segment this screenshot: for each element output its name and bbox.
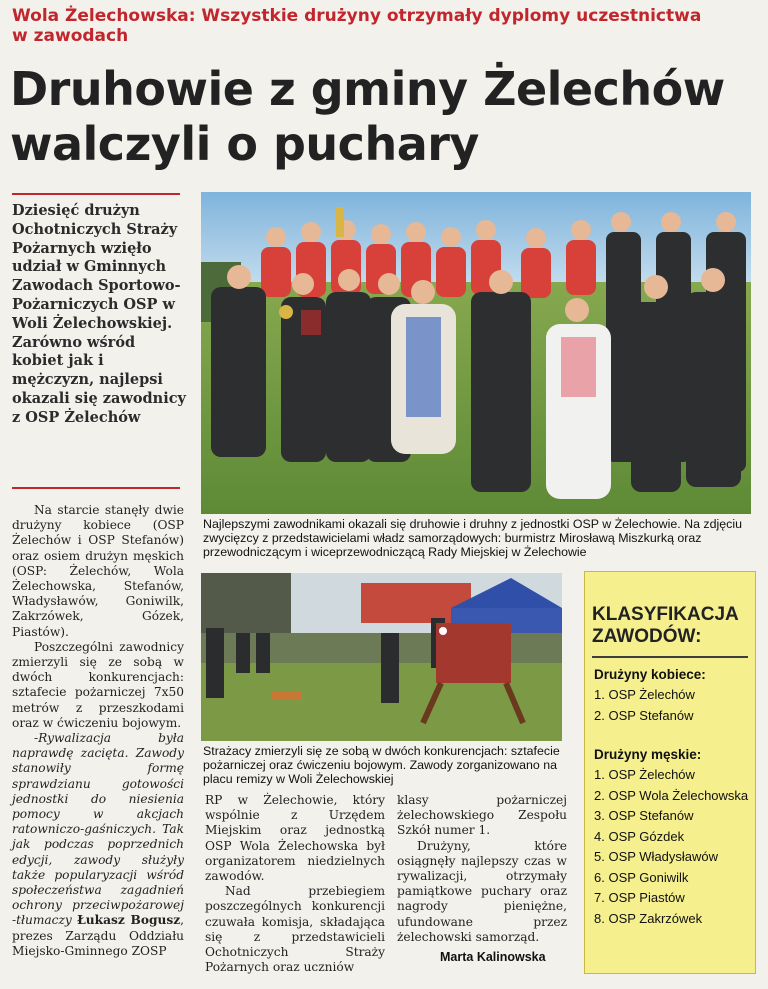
body-paragraph: klasy pożarniczej żelechowskiego Zespołu Szkół numer 1. — [397, 793, 567, 838]
list-item: 7. OSP Piastów — [594, 890, 685, 905]
list-item: 2. OSP Stefanów — [594, 707, 694, 723]
list-item: 4. OSP Gózdek — [594, 828, 685, 844]
body-paragraph: Nad przebiegiem poszczególnych konkurencji czuwała komisja, składająca się z przedstawicieli Ochotniczych Straży Pożarnych oraz uczniów — [205, 884, 385, 975]
photo-competition — [201, 573, 562, 741]
results-divider — [592, 656, 748, 658]
lead-top-rule — [12, 193, 180, 195]
list-item: 8. OSP Zakrzówek — [594, 910, 703, 926]
list-item: 6. OSP Goniwilk — [594, 869, 689, 885]
photo-caption: Strażacy zmierzyli się ze sobą w dwóch konkurencjach: sztafecie pożarniczej oraz ćwiczeniu bojowym. Zawody zorganizowano na placu remizy w Woli Żelechowskiej — [203, 744, 560, 787]
list-item: 2. OSP Wola Żelechowska — [594, 787, 749, 803]
body-column-2 — [205, 793, 385, 975]
body-paragraph: Na starcie stanęły dwie drużyny kobiece (OSP Żelechów i OSP Stefanów) oraz osiem drużyn męskich (OSP: Żelechów, Wola Żelechowska, Stefanów, Władysławów, Goniwilk, Zakrzówek, Gózek, Piastów). — [12, 503, 184, 639]
list-item: 1. OSP Żelechów — [594, 687, 695, 702]
kicker: Wola Żelechowska: Wszystkie drużyny otrzymały dyplomy uczestnictwa w zawodach — [12, 6, 702, 46]
results-title: KLASYFIKACJA ZAWODÓW: — [592, 604, 739, 647]
quote-attribution: -tłumaczy — [12, 913, 72, 928]
lead-paragraph: Dziesięć drużyn Ochotniczych Straży Pożarnych wzięło udział w Gminnych Zawodach Sportowo-Pożarniczych OSP w Woli Żelechowskiej. Zarówno wśród kobiet jak i mężczyzn, najlepsi okazali się zawodnicy z OSP Żelechów — [12, 202, 186, 426]
headline: Druhowie z gminy Żelechów walczyli o puchary — [10, 62, 725, 171]
women-teams-heading: Drużyny kobiece: — [594, 667, 706, 682]
men-teams-list — [594, 765, 752, 929]
body-column-1 — [12, 503, 184, 959]
list-item: 5. OSP Władysławów — [594, 849, 719, 864]
photo-winners-group — [201, 192, 751, 514]
byline: Marta Kalinowska — [440, 950, 546, 964]
body-paragraph: Drużyny, które osiągnęły najlepszy czas w rywalizacji, otrzymały pamiątkowe puchary oraz nagrody pieniężne, ufundowane przez żelechowski samorząd. — [397, 838, 567, 944]
women-teams-list — [594, 685, 749, 726]
quoted-person-role: , prezes Zarządu Oddziału Miejsko-Gminnego ZOSP — [12, 913, 184, 958]
body-paragraph: RP w Żelechowie, który wspólnie z Urzędem Miejskim oraz jednostką OSP Wola Żelechowska był organizatorem niedzielnych zawodów. — [205, 793, 385, 884]
men-teams-heading: Drużyny męskie: — [594, 747, 702, 762]
photo-caption: Najlepszymi zawodnikami okazali się druhowie i druhny z jednostki OSP w Żelechowie. Na zdjęciu zwycięzcy z przedstawicielami władz samorządowych: burmistrz Mirosławą Miszkurką oraz przewodniczącym i wiceprzewodniczącą Rady Miejskiej w Żelechowie — [203, 517, 743, 560]
lead-bottom-rule — [12, 487, 180, 489]
list-item: 1. OSP Żelechów — [594, 767, 695, 782]
list-item: 3. OSP Stefanów — [594, 808, 694, 823]
quote-paragraph — [12, 731, 184, 959]
body-paragraph: Poszczególni zawodnicy zmierzyli się ze sobą w dwóch konkurencjach: sztafecie pożarniczej 7x50 metrów z przeszkodami oraz w ćwiczeniu bojowym. — [12, 639, 184, 730]
quoted-person: Łukasz Bogusz — [77, 913, 181, 928]
quote-text: -Rywalizacja była naprawdę zacięta. Zawody stanowiły formę sprawdzianu gotowości jednostki do niesienia pomocy w akcjach ratowniczo-gaśniczych. Tak jak podczas poprzednich edycji, zawody służyły także popularyzacji wśród społeczeństwa zagadnień ochrony przeciwpożarowej — [12, 731, 184, 913]
body-column-3 — [397, 793, 567, 945]
